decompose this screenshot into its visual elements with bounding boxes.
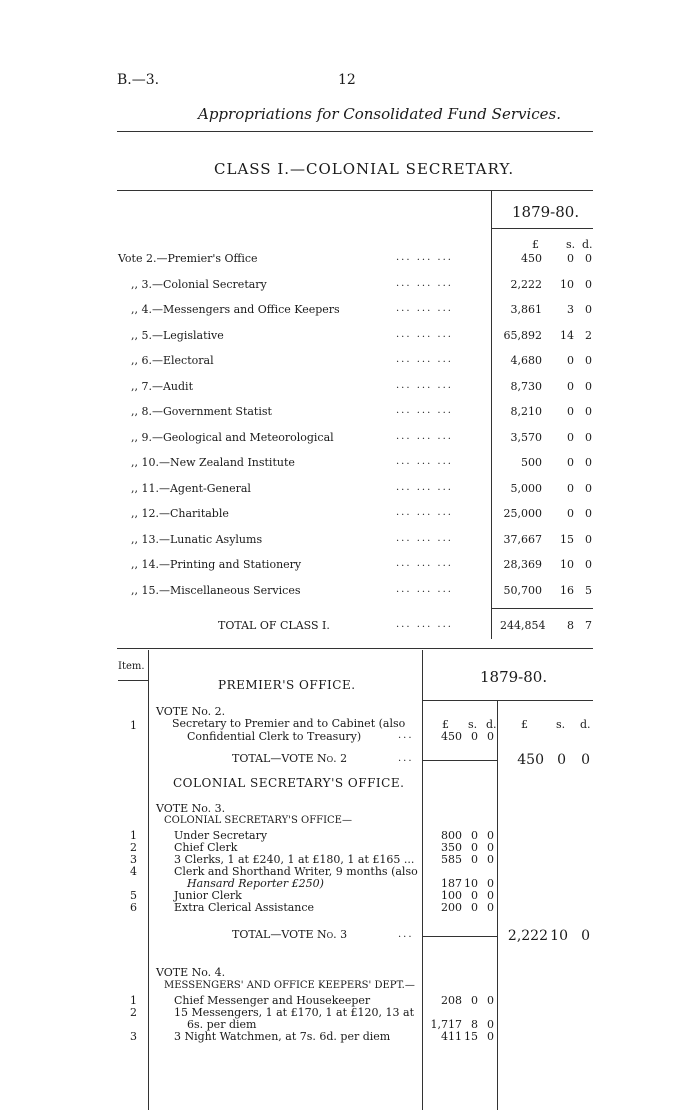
colonial-item-pence: 0 xyxy=(487,901,494,914)
summary-row-label: ,, 10.—New Zealand Institute xyxy=(131,456,295,469)
summary-pence-head: d. xyxy=(582,238,593,251)
summary-row-label: ,, 15.—Miscellaneous Services xyxy=(131,583,301,597)
messenger-item-pence: 0 xyxy=(487,1030,494,1043)
colonial-item-pence: 0 xyxy=(487,889,494,902)
colonial-total-dots: ... xyxy=(398,929,414,940)
messenger-item-label-cont: 6s. per diem xyxy=(187,1018,257,1031)
messenger-item-shillings: 0 xyxy=(471,994,478,1007)
summary-row-pence: 0 xyxy=(585,405,592,418)
colonial-total-pounds: 2,222 xyxy=(507,928,548,944)
summary-row-dots: ... ... ... xyxy=(396,328,453,340)
colonial-item-label: Chief Clerk xyxy=(174,841,238,854)
class-title: CLASS I.—COLONIAL SECRETARY. xyxy=(214,160,515,178)
colonial-total-shillings: 10 xyxy=(550,928,568,944)
page-number: 12 xyxy=(338,72,356,88)
colonial-item-pounds: 187 xyxy=(441,877,462,890)
summary-shillings-head: s. xyxy=(566,238,576,251)
colonial-item-label: Junior Clerk xyxy=(174,889,242,902)
detail-amount-divider xyxy=(422,650,423,1110)
colonial-item-shillings: 0 xyxy=(471,853,478,866)
premier-item-1-shillings: 0 xyxy=(471,730,478,743)
summary-row-pence: 0 xyxy=(585,379,592,393)
messenger-item-label: 3 Night Watchmen, at 7s. 6d. per diem xyxy=(174,1030,391,1043)
colonial-total-pence: 0 xyxy=(581,928,590,944)
summary-row-label: ,, 4.—Messengers and Office Keepers xyxy=(131,303,340,316)
summary-row-label: ,, 12.—Charitable xyxy=(131,507,229,520)
colonial-item-number: 1 xyxy=(130,829,137,842)
messengers-subheading: MESSENGERS' AND OFFICE KEEPERS' DEPT.— xyxy=(164,980,415,991)
detail-shillings-head: s. xyxy=(468,718,478,731)
summary-row-shillings: 10 xyxy=(560,558,574,571)
summary-row-dots: ... ... ... xyxy=(396,379,453,391)
colonial-item-pence: 0 xyxy=(487,853,494,866)
colonial-total-rule xyxy=(422,936,497,937)
premier-total-pounds: 450 xyxy=(517,752,544,768)
summary-row-dots: ... ... ... xyxy=(396,303,453,314)
colonial-item-pence: 0 xyxy=(487,829,494,842)
colonial-item-pence: 0 xyxy=(487,877,494,890)
summary-row-shillings: 3 xyxy=(567,303,574,316)
summary-row-pounds: 8,730 xyxy=(510,379,542,393)
colonial-item-pounds: 800 xyxy=(441,829,462,842)
header-rule xyxy=(117,131,593,132)
summary-row-pence: 0 xyxy=(585,507,592,520)
messenger-item-number: 2 xyxy=(130,1006,137,1019)
detail-year: 1879-80. xyxy=(480,668,548,686)
colonial-item-pounds: 100 xyxy=(441,889,462,902)
messenger-item-shillings: 15 xyxy=(464,1030,478,1043)
colonial-item-label: Under Secretary xyxy=(174,829,268,842)
premier-item-1-pence: 0 xyxy=(487,730,494,743)
summary-row-shillings: 0 xyxy=(567,252,574,265)
messenger-item-label: 15 Messengers, 1 at £170, 1 at £120, 13 at xyxy=(174,1006,414,1019)
summary-row-pence: 0 xyxy=(585,430,592,444)
colonial-item-pounds: 350 xyxy=(441,841,462,854)
summary-total-pounds: 244,854 xyxy=(500,619,546,632)
messenger-item-number: 3 xyxy=(130,1030,137,1043)
summary-row-pounds: 3,861 xyxy=(510,303,542,316)
summary-total-pence: 7 xyxy=(585,619,592,632)
detail-pound-sign: £ xyxy=(442,718,449,731)
summary-row-pence: 0 xyxy=(585,558,592,571)
summary-row-label: ,, 6.—Electoral xyxy=(131,354,214,367)
summary-row-dots: ... ... ... xyxy=(396,507,453,518)
colonial-item-label: Clerk and Shorthand Writer, 9 months (also xyxy=(174,865,418,878)
summary-row-label: ,, 3.—Colonial Secretary xyxy=(131,277,267,291)
detail-subamount-divider xyxy=(497,700,498,1110)
colonial-item-shillings: 10 xyxy=(464,877,478,890)
colonial-vote-label: VOTE No. 3. xyxy=(156,802,226,815)
premier-item-1-dots: ... xyxy=(398,730,414,741)
colonial-item-shillings: 0 xyxy=(471,841,478,854)
colonial-item-number: 3 xyxy=(130,853,137,866)
summary-row-pounds: 3,570 xyxy=(510,430,542,444)
summary-row-pounds: 5,000 xyxy=(510,481,542,495)
running-title: Appropriations for Consolidated Fund Services. xyxy=(198,105,562,123)
summary-row-dots: ... ... ... xyxy=(396,430,453,442)
summary-row-pence: 0 xyxy=(585,277,592,291)
summary-row-pence: 0 xyxy=(585,354,592,367)
colonial-item-number: 5 xyxy=(130,889,137,902)
premier-total-dots: ... xyxy=(398,753,414,764)
summary-row-dots: ... ... ... xyxy=(396,252,453,263)
summary-row-pounds: 50,700 xyxy=(503,583,542,597)
messenger-item-label: Chief Messenger and Housekeeper xyxy=(174,994,371,1007)
summary-year: 1879-80. xyxy=(512,203,580,221)
colonial-subheading: COLONIAL SECRETARY'S OFFICE— xyxy=(164,815,352,826)
detail-pence-head: d. xyxy=(486,718,497,731)
summary-column-divider xyxy=(491,190,492,639)
premier-item-1-number: 1 xyxy=(130,719,137,732)
colonial-item-pounds: 200 xyxy=(441,901,462,914)
colonial-office-title: COLONIAL SECRETARY'S OFFICE. xyxy=(173,776,405,790)
summary-row-label: ,, 7.—Audit xyxy=(131,379,193,393)
summary-row-dots: ... ... ... xyxy=(396,532,453,544)
summary-row-dots: ... ... ... xyxy=(396,481,453,493)
summary-row-pence: 2 xyxy=(585,328,592,342)
summary-pound-sign: £ xyxy=(532,238,539,251)
item-header-rule xyxy=(118,680,148,681)
colonial-total-label: TOTAL—VOTE No. 3 xyxy=(232,928,348,941)
premier-item-1-label: Secretary to Premier and to Cabinet (also xyxy=(172,717,406,730)
messenger-item-pounds: 208 xyxy=(441,994,462,1007)
summary-row-shillings: 0 xyxy=(567,430,574,444)
premier-total-shillings: 0 xyxy=(557,752,566,768)
detail-total-shillings-head: s. xyxy=(556,718,566,731)
summary-row-pounds: 25,000 xyxy=(503,507,542,520)
colonial-item-number: 6 xyxy=(130,901,137,914)
summary-row-pounds: 28,369 xyxy=(503,558,542,571)
colonial-item-label-cont: Hansard Reporter £250) xyxy=(187,877,324,890)
summary-row-shillings: 0 xyxy=(567,456,574,469)
messenger-item-shillings: 8 xyxy=(471,1018,478,1031)
premier-total-rule xyxy=(422,760,497,761)
summary-year-rule xyxy=(491,228,593,229)
summary-row-shillings: 16 xyxy=(560,583,574,597)
summary-row-shillings: 0 xyxy=(567,379,574,393)
summary-row-shillings: 0 xyxy=(567,507,574,520)
summary-row-label: ,, 8.—Government Statist xyxy=(131,405,272,418)
summary-top-rule xyxy=(117,190,593,191)
messenger-item-pounds: 411 xyxy=(441,1030,462,1043)
summary-row-pounds: 37,667 xyxy=(503,532,542,546)
premier-item-1-label-cont: Confidential Clerk to Treasury) xyxy=(187,730,362,743)
colonial-item-number: 2 xyxy=(130,841,137,854)
premier-total-label: TOTAL—VOTE No. 2 xyxy=(232,752,348,765)
detail-total-pence-head: d. xyxy=(580,718,591,731)
summary-row-label: ,, 13.—Lunatic Asylums xyxy=(131,532,263,546)
messengers-vote-label: VOTE No. 4. xyxy=(156,966,226,979)
summary-row-pence: 5 xyxy=(585,583,592,597)
summary-row-pounds: 500 xyxy=(521,456,542,469)
premier-item-1-pounds: 450 xyxy=(441,730,462,743)
summary-row-shillings: 10 xyxy=(560,277,574,291)
summary-row-dots: ... ... ... xyxy=(396,558,453,569)
page-ref: B.—3. xyxy=(117,72,160,88)
summary-row-pence: 0 xyxy=(585,456,592,469)
summary-row-label: ,, 11.—Agent-General xyxy=(131,481,251,495)
summary-row-dots: ... ... ... xyxy=(396,456,453,467)
summary-row-dots: ... ... ... xyxy=(396,583,453,595)
detail-top-rule xyxy=(117,648,593,649)
colonial-item-shillings: 0 xyxy=(471,889,478,902)
summary-row-dots: ... ... ... xyxy=(396,405,453,416)
summary-row-pounds: 2,222 xyxy=(510,277,542,291)
colonial-item-label: Extra Clerical Assistance xyxy=(174,901,315,914)
messenger-item-number: 1 xyxy=(130,994,137,1007)
summary-row-shillings: 14 xyxy=(560,328,574,342)
colonial-item-shillings: 0 xyxy=(471,901,478,914)
premier-total-pence: 0 xyxy=(581,752,590,768)
summary-row-pence: 0 xyxy=(585,532,592,546)
summary-total-dots: ... ... ... xyxy=(396,619,453,630)
summary-row-pounds: 65,892 xyxy=(503,328,542,342)
detail-total-pound-sign: £ xyxy=(521,718,528,731)
summary-total-label: TOTAL OF CLASS I. xyxy=(218,619,330,632)
premier-office-title: PREMIER'S OFFICE. xyxy=(218,678,356,692)
summary-row-label: Vote 2.—Premier's Office xyxy=(118,252,258,265)
colonial-item-label: 3 Clerks, 1 at £240, 1 at £180, 1 at £165 ... xyxy=(174,853,415,866)
messenger-item-pence: 0 xyxy=(487,1018,494,1031)
summary-row-pence: 0 xyxy=(585,252,592,265)
item-column-divider xyxy=(148,650,149,1110)
summary-row-pounds: 450 xyxy=(521,252,542,265)
item-column-header: Item. xyxy=(118,661,145,672)
colonial-item-pence: 0 xyxy=(487,841,494,854)
colonial-item-shillings: 0 xyxy=(471,829,478,842)
summary-row-dots: ... ... ... xyxy=(396,354,453,365)
summary-total-shillings: 8 xyxy=(567,619,574,632)
summary-row-pence: 0 xyxy=(585,481,592,495)
detail-year-rule xyxy=(422,700,593,701)
summary-row-shillings: 0 xyxy=(567,405,574,418)
premier-vote-label: VOTE No. 2. xyxy=(156,705,226,718)
summary-row-pence: 0 xyxy=(585,303,592,316)
summary-total-top-rule xyxy=(491,608,593,609)
summary-row-shillings: 0 xyxy=(567,354,574,367)
summary-row-dots: ... ... ... xyxy=(396,277,453,289)
summary-row-label: ,, 5.—Legislative xyxy=(131,328,224,342)
colonial-item-number: 4 xyxy=(130,865,137,878)
summary-row-shillings: 0 xyxy=(567,481,574,495)
messenger-item-pence: 0 xyxy=(487,994,494,1007)
colonial-item-pounds: 585 xyxy=(441,853,462,866)
summary-row-pounds: 8,210 xyxy=(510,405,542,418)
summary-row-shillings: 15 xyxy=(560,532,574,546)
summary-row-label: ,, 9.—Geological and Meteorological xyxy=(131,430,334,444)
summary-row-pounds: 4,680 xyxy=(510,354,542,367)
summary-row-label: ,, 14.—Printing and Stationery xyxy=(131,558,302,571)
messenger-item-pounds: 1,717 xyxy=(430,1018,462,1031)
